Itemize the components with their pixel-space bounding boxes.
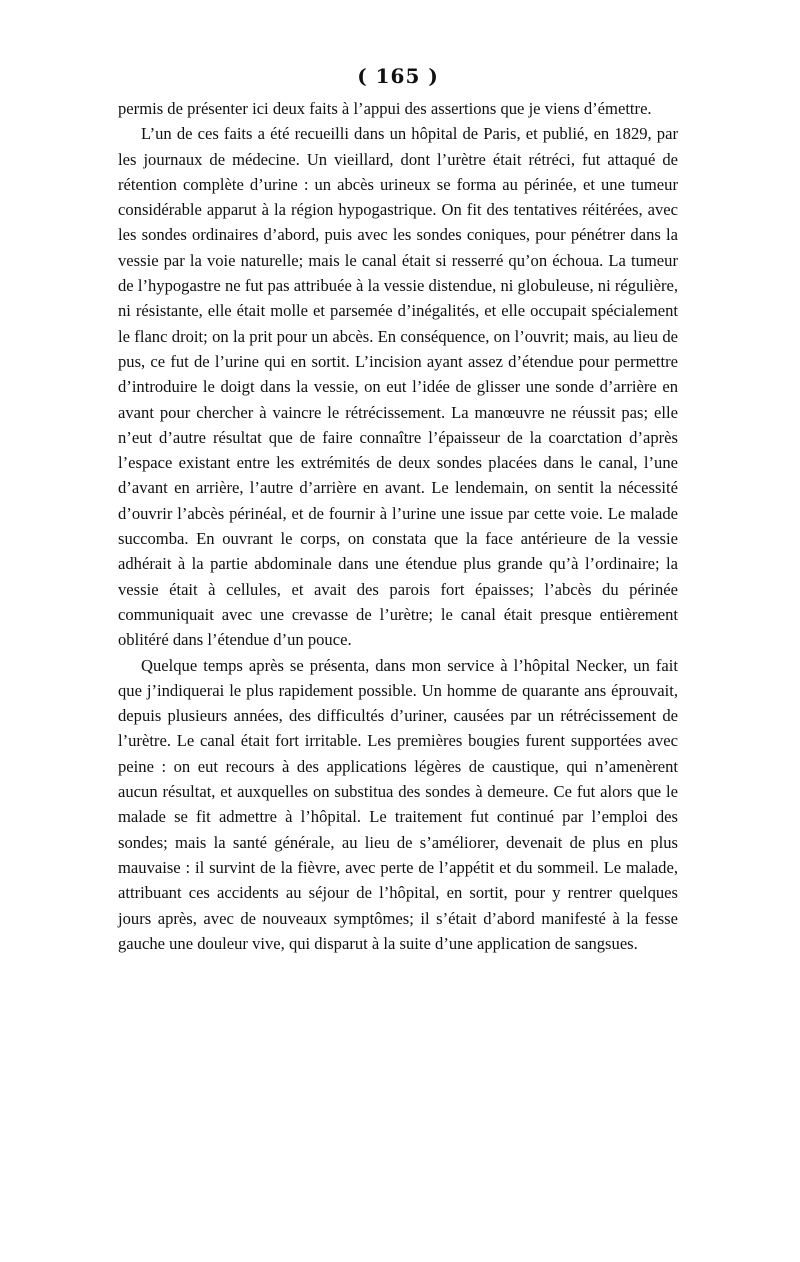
book-page [118,58,678,956]
paragraph-continuation: permis de présenter ici deux faits à l’appui des assertions que je viens d’émettre. [118,99,652,118]
page-number: ( 165 ) [357,64,439,88]
paragraph-necker-case: Quelque temps après se présenta, dans mon service à l’hôpital Necker, un fait que j’indiquerai le plus rapidement possible. Un homme de quarante ans éprouvait, depuis plusieurs années, des difficultés d’uriner, causées par un rétrécissement de l’urètre. Le canal était fort irritable. Les premières bougies furent supportées avec peine : on eut recours à des applications légères de caustique, qui n’amenèrent aucun résultat, et auxquelles on substitua des sondes à demeure. Ce fut alors que le malade se fit admettre à l’hôpital. Le traitement fut continué par l’emploi des sondes; mais la santé générale, au lieu de s’améliorer, devenait de plus en plus mauvaise : il survint de la fièvre, avec perte de l’appétit et du sommeil. Le malade, attribuant ces accidents au séjour de l’hôpital, en sortit, pour y rentrer quelques jours après, avec de nouveaux symptômes; il s’était d’abord manifesté à la fesse gauche une douleur vive, qui disparut à la suite d’une application de sangsues. [118,655,678,953]
paragraph-paris-case: L’un de ces faits a été recueilli dans un hôpital de Paris, et publié, en 1829, par les journaux de médecine. Un vieillard, dont l’urètre était rétréci, fut attaqué de rétention complète d’urine : un abcès urineux se forma au périnée, et une tumeur considérable apparut à la région hypogastrique. On fit des tentatives réitérées, avec les sondes ordinaires d’abord, puis avec les sondes coniques, pour pénétrer dans la vessie par la voie naturelle; mais le canal était si resserré qu’on échoua. La tumeur de l’hypogastre ne fut pas attribuée à la vessie distendue, ni globuleuse, ni régulière, ni résistante, elle était molle et parsemée d’inégalités, et elle occupait spécialement le flanc droit; on la prit pour un abcès. En conséquence, on l’ouvrit; mais, au lieu de pus, ce fut de l’urine qui en sortit. L’incision ayant assez d’étendue pour permettre d’introduire le doigt dans la vessie, on eut l’idée de glisser une sonde d’arrière en avant pour chercher à vaincre le rétrécissement. La manœuvre ne réussit pas; elle n’eut d’autre résultat que de faire connaître l’épaisseur de la coarctation d’après l’espace existant entre les extrémités de deux sondes placées dans le canal, l’une d’avant en arrière, l’autre d’arrière en avant. Le lendemain, on sentit la nécessité d’ouvrir l’abcès périnéal, et de fournir à l’urine une issue par cette voie. Le malade succomba. En ouvrant le corps, on constata que la face antérieure de la vessie adhérait à la partie abdominale dans une étendue plus grande qu’à l’ordinaire; la vessie était à cellules, et avait des parois fort épaisses; l’abcès du périnée communiquait avec une crevasse de l’urètre; le canal était presque entièrement oblitéré dans l’étendue d’un pouce. [118,124,678,650]
